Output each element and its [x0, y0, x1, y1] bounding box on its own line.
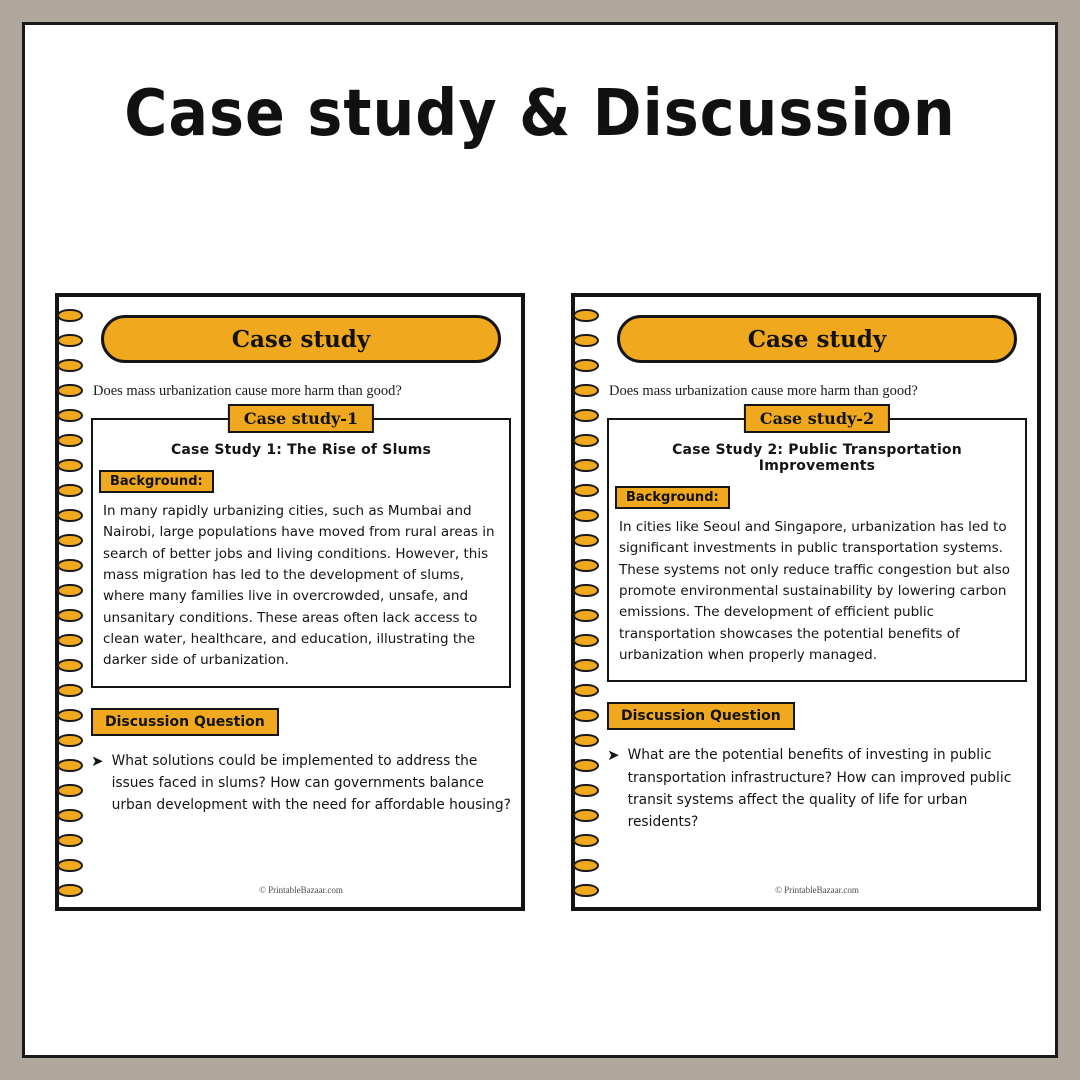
spiral-ring — [573, 309, 599, 322]
case-box-wrapper-2 — [607, 409, 1027, 682]
spiral-ring — [573, 759, 599, 772]
spiral-ring — [573, 384, 599, 397]
spiral-ring — [573, 409, 599, 422]
spiral-ring — [573, 509, 599, 522]
spiral-ring — [57, 459, 83, 472]
credit-line-2: © PrintableBazaar.com — [775, 885, 859, 895]
arrow-bullet-icon: ➤ — [607, 747, 620, 765]
spiral-ring — [573, 334, 599, 347]
spiral-ring — [57, 559, 83, 572]
prompt-question-1: Does mass urbanization cause more harm than good? — [93, 383, 402, 399]
page-title — [15, 77, 1066, 151]
spiral-ring — [57, 434, 83, 447]
spiral-ring — [573, 434, 599, 447]
spiral-ring — [57, 359, 83, 372]
spiral-ring — [573, 809, 599, 822]
discussion-question-label-2: Discussion Question — [607, 702, 795, 730]
background-text-2: In cities like Seoul and Singapore, urbanization has led to significant investments in public transportation systems. These systems not only reduce traffic congestion but also promote environmental sustainability by lowering carbon emissions. The development of efficient public transportation showcases the potential benefits of urbanization when properly managed. — [619, 519, 1011, 663]
spiral-ring — [57, 684, 83, 697]
spiral-ring — [573, 359, 599, 372]
spiral-ring — [57, 534, 83, 547]
case-study-card-1 — [55, 293, 525, 911]
spiral-ring — [573, 884, 599, 897]
case-study-pill-1 — [101, 315, 501, 363]
credit-line-1: © PrintableBazaar.com — [259, 885, 343, 895]
spiral-ring — [57, 484, 83, 497]
prompt-question-2: Does mass urbanization cause more harm than good? — [609, 383, 918, 399]
spiral-ring — [573, 634, 599, 647]
spiral-ring — [57, 384, 83, 397]
background-text-1: In many rapidly urbanizing cities, such as Mumbai and Nairobi, large populations have moved from rural areas in search of better jobs and living conditions. However, this mass migration has led to the development of slums, where many families live in overcrowded, unsafe, and unsanitary conditions. These areas often lack access to clean water, healthcare, and education, illustrating the darker side of urbanization. — [103, 503, 495, 669]
spiral-ring — [573, 834, 599, 847]
case-study-pill-label-2: Case study — [747, 325, 887, 353]
spiral-ring — [573, 859, 599, 872]
worksheet-page — [22, 22, 1058, 1058]
spiral-ring — [57, 584, 83, 597]
spiral-ring — [57, 634, 83, 647]
page-title-text: Case study & Discussion — [124, 77, 956, 151]
case-box-wrapper-1 — [91, 409, 511, 688]
case-study-card-2 — [571, 293, 1041, 911]
spiral-ring — [57, 884, 83, 897]
spiral-ring — [57, 334, 83, 347]
case-study-pill-2 — [617, 315, 1017, 363]
spiral-ring — [573, 534, 599, 547]
case-study-heading-1: Case Study 1: The Rise of Slums — [170, 442, 432, 458]
spiral-ring — [57, 509, 83, 522]
spiral-binding-right — [573, 297, 601, 907]
background-label-1: Background: — [99, 470, 214, 493]
case-study-tag-2: Case study-2 — [744, 404, 890, 433]
spiral-ring — [57, 659, 83, 672]
spiral-ring — [573, 484, 599, 497]
spiral-ring — [573, 784, 599, 797]
discussion-question-text-2: What are the potential benefits of investing in public transportation infrastructure? How can improved public transit systems affect the quality of life for urban residents? — [627, 747, 1012, 831]
case-study-pill-label-1: Case study — [231, 325, 371, 353]
discussion-question-text-1: What solutions could be implemented to address the issues faced in slums? How can governments balance urban development with the need for affordable housing? — [111, 752, 511, 814]
discussion-question-label-1: Discussion Question — [91, 708, 279, 736]
spiral-ring — [573, 734, 599, 747]
spiral-ring — [57, 609, 83, 622]
discussion-question-item-2 — [607, 744, 1027, 833]
background-label-2: Background: — [615, 486, 730, 509]
case-study-tag-1: Case study-1 — [228, 404, 374, 433]
spiral-binding-left — [57, 297, 85, 907]
spiral-ring — [573, 709, 599, 722]
case-study-heading-2: Case Study 2: Public Transportation Improvements — [672, 442, 962, 474]
spiral-ring — [573, 559, 599, 572]
case-study-box-1 — [91, 418, 511, 688]
spiral-ring — [573, 659, 599, 672]
spiral-ring — [57, 734, 83, 747]
spiral-ring — [573, 609, 599, 622]
spiral-ring — [57, 759, 83, 772]
spiral-ring — [57, 859, 83, 872]
spiral-ring — [57, 409, 83, 422]
spiral-ring — [57, 709, 83, 722]
spiral-ring — [57, 784, 83, 797]
discussion-question-item-1 — [91, 750, 511, 817]
spiral-ring — [57, 834, 83, 847]
case-study-box-2 — [607, 418, 1027, 682]
spiral-ring — [573, 584, 599, 597]
spiral-ring — [573, 684, 599, 697]
spiral-ring — [573, 459, 599, 472]
spiral-ring — [57, 309, 83, 322]
spiral-ring — [57, 809, 83, 822]
arrow-bullet-icon: ➤ — [91, 752, 104, 770]
